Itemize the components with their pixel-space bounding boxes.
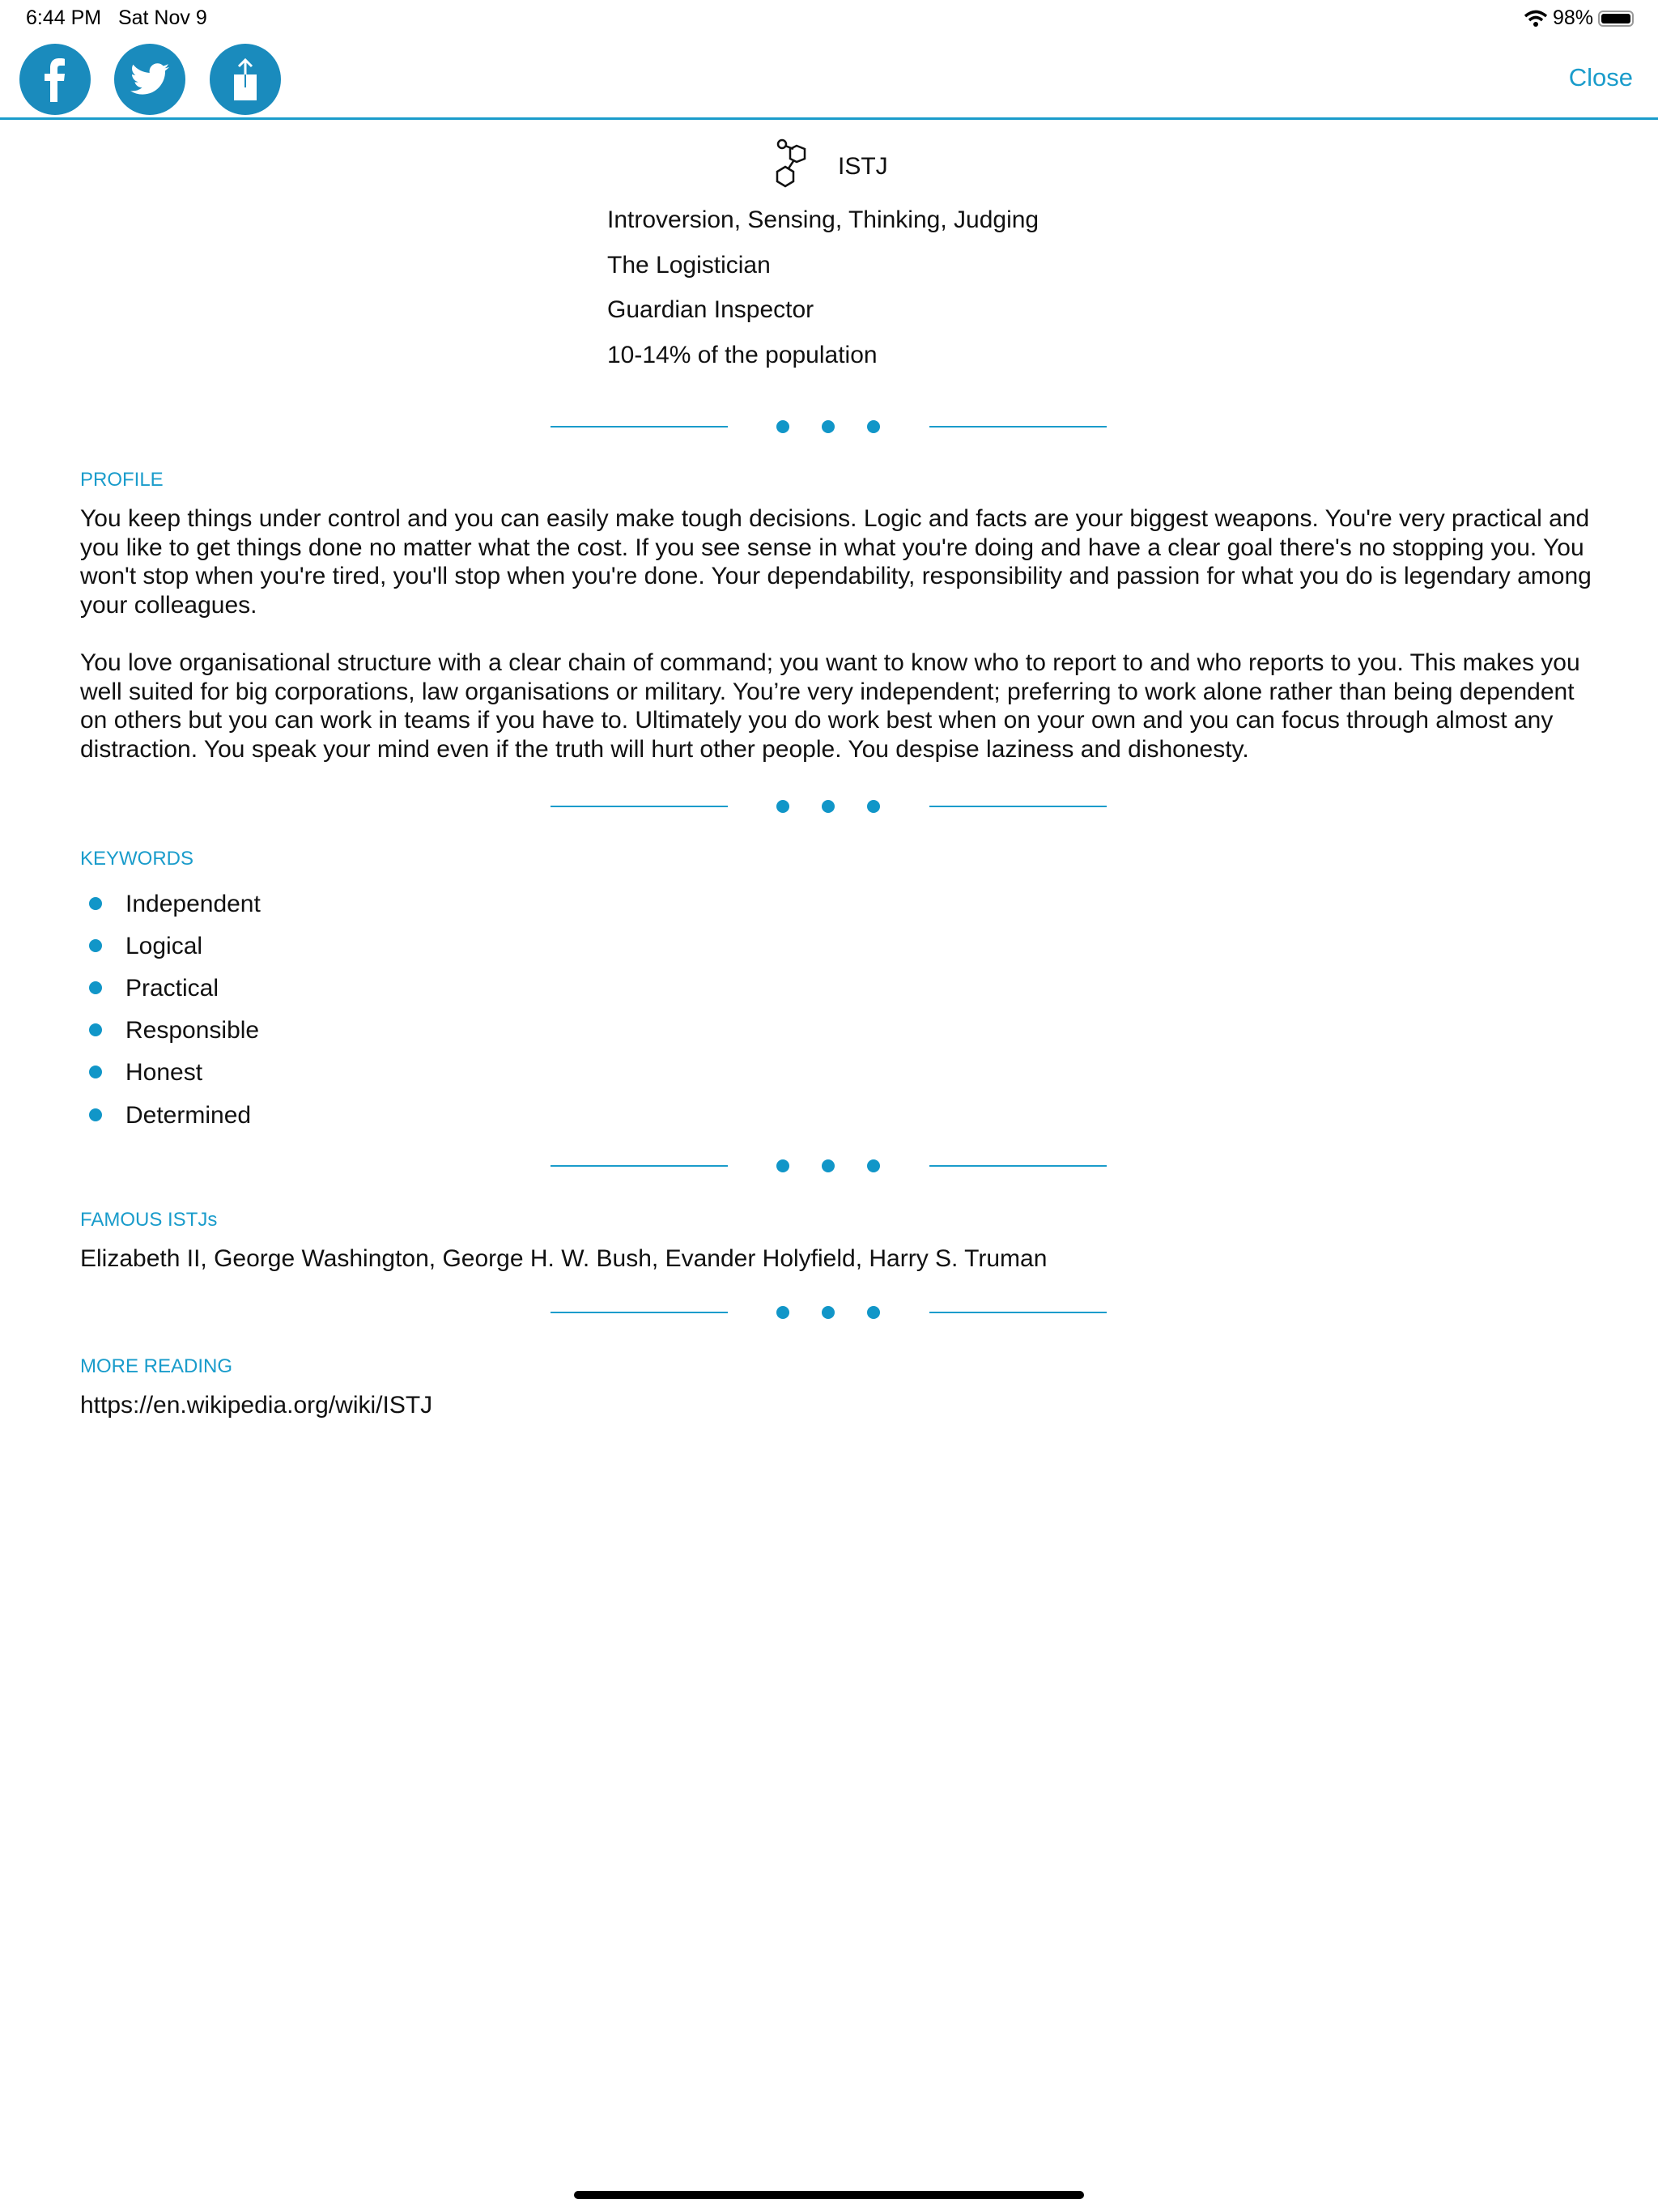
population: 10-14% of the population [607, 342, 878, 368]
profile-paragraph-1: You keep things under control and you can easily make tough decisions. Logic and facts are your biggest weapons. You're very practical and you like to get things done no matter what the cost. If you see sense in what you're doing and have a clear goal there's no stopping you. You won't stop when you're tired, you'll stop when you're done. Your dependability, responsibility and passion for what you do is legendary among your colleagues. [80, 505, 1592, 619]
facebook-share-button[interactable] [19, 44, 91, 115]
time: 6:44 PM [26, 6, 102, 29]
wifi-icon [1524, 10, 1548, 28]
share-button[interactable] [210, 44, 281, 115]
molecule-icon [776, 138, 821, 189]
keyword-item: Honest [125, 1059, 203, 1086]
status-time [26, 6, 207, 30]
bullet-icon [89, 897, 102, 910]
keyword-item: Responsible [125, 1017, 260, 1044]
twitter-icon [130, 63, 169, 96]
famous-list: Elizabeth II, George Washington, George H. W. Bush, Evander Holyfield, Harry S. Truman [80, 1245, 1048, 1272]
facebook-icon [39, 57, 71, 102]
keyword-item: Logical [125, 933, 203, 959]
bullet-icon [89, 1023, 102, 1036]
twitter-share-button[interactable] [114, 44, 185, 115]
date: Sat Nov 9 [117, 6, 207, 29]
famous-heading: FAMOUS ISTJs [80, 1209, 218, 1231]
section-divider [0, 419, 1658, 435]
temperament: Guardian Inspector [607, 296, 814, 323]
bullet-icon [89, 1108, 102, 1121]
toolbar-divider [0, 117, 1658, 120]
battery-icon [1598, 11, 1634, 27]
profile-heading: PROFILE [80, 469, 164, 491]
section-divider [0, 1158, 1658, 1174]
close-button[interactable]: Close [1568, 63, 1633, 91]
home-indicator[interactable] [574, 2191, 1084, 2199]
section-divider [0, 798, 1658, 815]
bullet-icon [89, 939, 102, 952]
bullet-icon [89, 1066, 102, 1078]
keyword-item: Independent [125, 891, 261, 917]
keywords-heading: KEYWORDS [80, 848, 194, 870]
keyword-item: Determined [125, 1102, 252, 1129]
battery-percent: 98% [1552, 6, 1593, 29]
more-reading-heading: MORE READING [80, 1355, 233, 1377]
keyword-item: Practical [125, 975, 219, 1002]
profile-paragraph-2: You love organisational structure with a clear chain of command; you want to know who to report to and who reports to you. This makes you well suited for big corporations, law organisations or military. You’re very independent; preferring to work alone rather than being dependent on others but you can work in teams if you have to. Ultimately you do work best when on your own and you can focus through almost any distraction. You speak your mind even if the truth will hurt other people. You despise laziness and dishonesty. [80, 649, 1580, 763]
wikipedia-link[interactable]: https://en.wikipedia.org/wiki/ISTJ [80, 1392, 433, 1419]
type-title: ISTJ [838, 153, 888, 180]
nickname: The Logistician [607, 252, 771, 279]
section-divider [0, 1304, 1658, 1321]
status-right [1524, 6, 1634, 30]
bullet-icon [89, 981, 102, 994]
traits: Introversion, Sensing, Thinking, Judging [607, 206, 1039, 233]
share-icon [229, 57, 261, 102]
